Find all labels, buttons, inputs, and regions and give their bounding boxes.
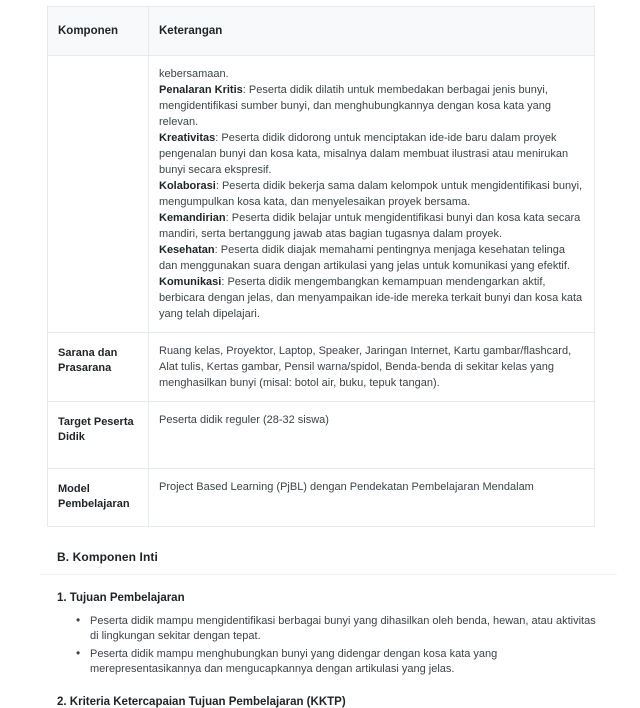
kv-text: : Peserta didik mengembangkan kemampuan mendengarkan aktif, berbicara dengan jelas, dan menyampaikan ide-ide mereka terkait bunyi dan kosa kata yang telah dipelajari.	[159, 276, 583, 320]
kv-label: Penalaran Kritis	[159, 84, 243, 96]
table-row	[48, 333, 595, 402]
table-row	[48, 402, 595, 469]
list-item: • Peserta didik mampu menghubungkan bunyi yang didengar dengan kosa kata yang merepresentasikannya dan mengucapkannya dengan artikulasi yang jelas.	[90, 647, 600, 680]
kv-line	[159, 274, 585, 322]
cell-komponen-model: Model Pembelajaran	[48, 469, 149, 527]
list-item: • Peserta didik mampu mengidentifikasi berbagai bunyi yang dihasilkan oleh benda, hewan, atau aktivitas di lingkungan sekitar dengan tepat.	[90, 614, 600, 647]
cell-keterangan-model: Project Based Learning (PjBL) dengan Pendekatan Pembelajaran Mendalam	[149, 469, 595, 527]
table-row	[48, 56, 595, 333]
subsection-heading-kktp: 2. Kriteria Ketercapaian Tujuan Pembelajaran (KKTP)	[57, 696, 346, 708]
kv-label: Kreativitas	[159, 132, 216, 144]
cell-keterangan-dimensi	[149, 56, 595, 333]
kv-label: Kesehatan	[159, 244, 215, 256]
kv-line	[159, 210, 585, 242]
column-header-keterangan: Keterangan	[149, 7, 595, 56]
kv-text: : Peserta didik didorong untuk menciptakan ide-ide baru dalam proyek pengenalan bunyi dan kosa kata, misalnya dalam membuat ilustrasi atau menirukan bunyi secara ekspresif.	[159, 132, 569, 176]
komponen-inti-section	[57, 550, 600, 708]
tujuan-list	[57, 614, 600, 680]
cell-komponen-target: Target Peserta Didik	[48, 402, 149, 469]
cell-komponen-sarana: Sarana dan Prasarana	[48, 333, 149, 402]
table-header-row	[48, 7, 595, 56]
komponen-table	[47, 6, 595, 527]
cell-keterangan-sarana: Ruang kelas, Proyektor, Laptop, Speaker, Jaringan Internet, Kartu gambar/flashcard, Alat tulis, Kertas gambar, Pensil warna/spidol, Benda-benda di sekitar kelas yang menghasilkan bunyi (misal: botol air, buku, tepuk tangan).	[149, 333, 595, 402]
kv-text: : Peserta didik diajak memahami pentingnya menjaga kesehatan telinga dan menggunakan suara dengan artikulasi yang jelas untuk komunikasi yang efektif.	[159, 244, 570, 272]
kv-line	[159, 130, 585, 178]
kv-label: Kemandirian	[159, 212, 226, 224]
section-heading: B. Komponen Inti	[57, 550, 158, 564]
kv-text: : Peserta didik belajar untuk mengidentifikasi bunyi dan kosa kata secara mandiri, serta bertanggung jawab atas bagian tugasnya dalam proyek.	[159, 212, 581, 240]
kv-line	[159, 242, 585, 274]
column-header-komponen: Komponen	[48, 7, 149, 56]
kv-text: : Peserta didik dilatih untuk membedakan berbagai jenis bunyi, mengidentifikasi sumber bunyi, dan menghubungkannya dengan kosa kata yang relevan.	[159, 84, 551, 128]
kv-line	[159, 66, 585, 82]
cell-keterangan-target: Peserta didik reguler (28-32 siswa)	[149, 402, 595, 469]
table-body	[48, 56, 595, 527]
kv-line	[159, 82, 585, 130]
kv-text: kebersamaan.	[159, 68, 229, 80]
kv-line	[159, 178, 585, 210]
table-header	[48, 7, 595, 56]
kv-label: Kolaborasi	[159, 180, 216, 192]
kv-label: Komunikasi	[159, 276, 222, 288]
cell-komponen	[48, 56, 149, 333]
subsection-heading-tujuan: 1. Tujuan Pembelajaran	[57, 592, 185, 604]
kv-text: : Peserta didik bekerja sama dalam kelompok untuk mengidentifikasi bunyi, mengumpulkan kosa kata, dan menyelesaikan proyek bersama.	[159, 180, 583, 208]
table-row	[48, 469, 595, 527]
